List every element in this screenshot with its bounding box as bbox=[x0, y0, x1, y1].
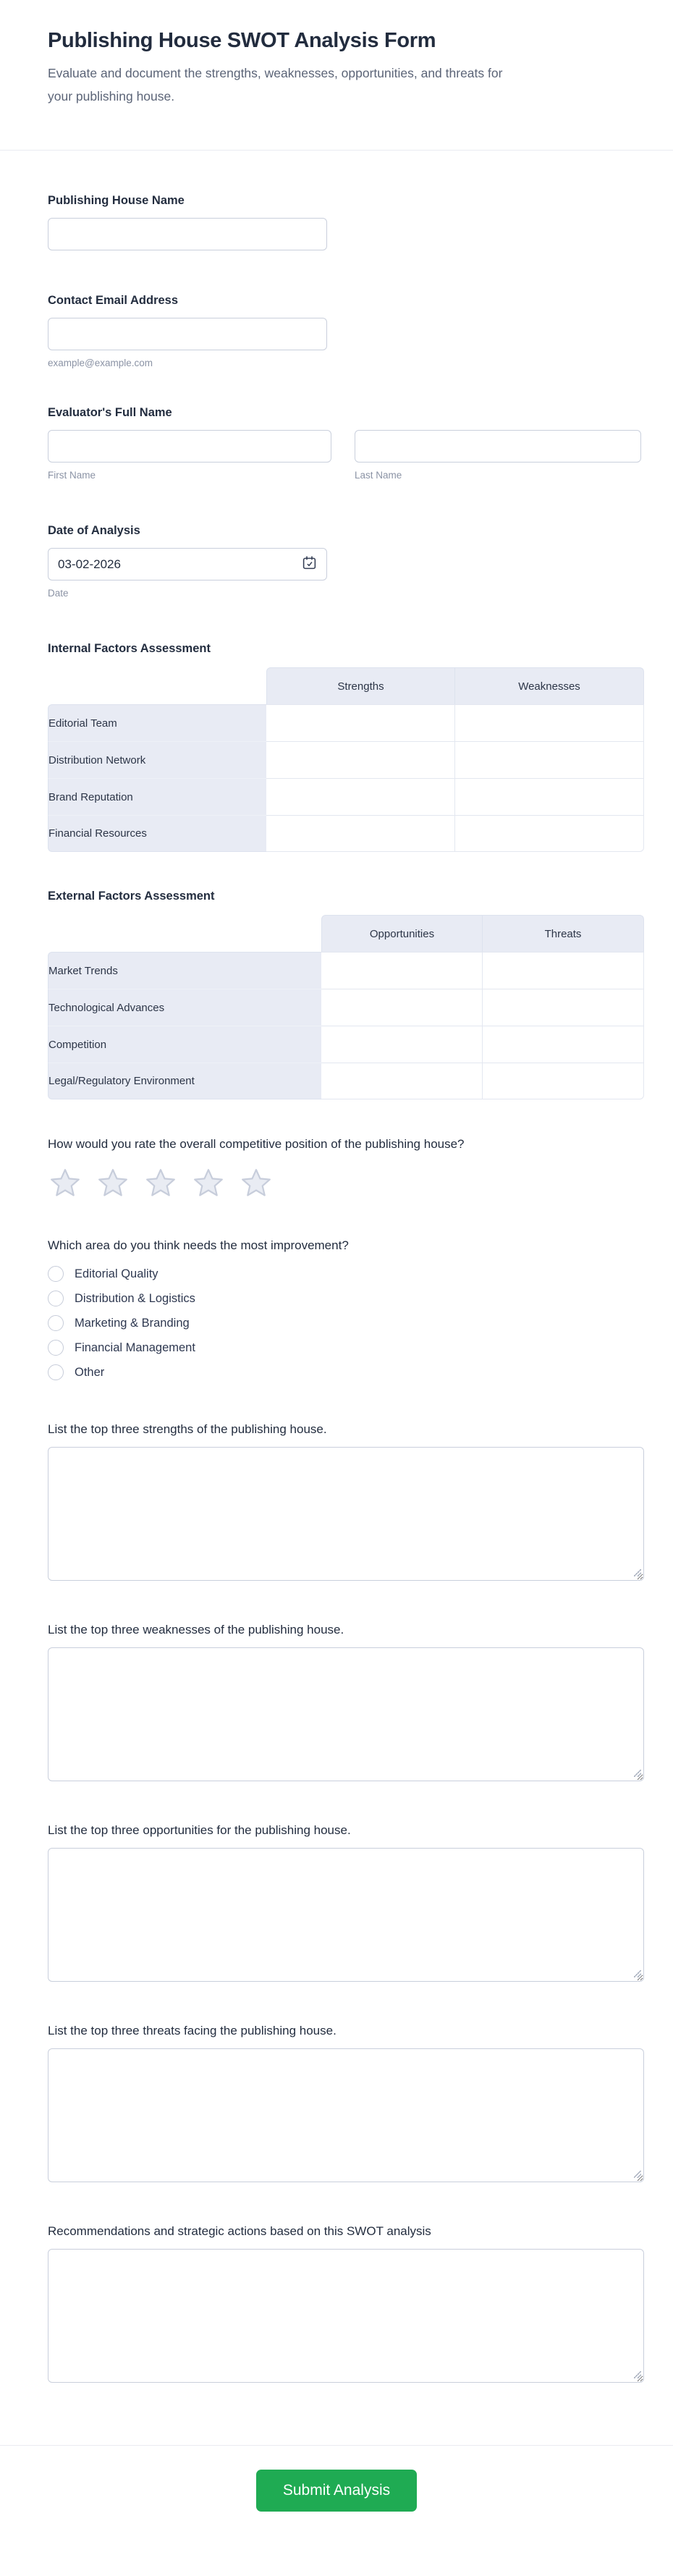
row-header: Legal/Regulatory Environment bbox=[48, 1063, 321, 1099]
rating-section bbox=[48, 1137, 644, 1201]
essay-opportunities-textarea[interactable] bbox=[48, 1848, 644, 1982]
external-factors-table bbox=[48, 915, 644, 1099]
header-divider bbox=[0, 150, 673, 151]
row-header: Market Trends bbox=[48, 952, 321, 989]
field-contact-email bbox=[48, 294, 644, 368]
publishing-house-name-label: Publishing House Name bbox=[48, 194, 185, 207]
radio-option-editorial-quality[interactable] bbox=[48, 1266, 644, 1282]
table-cell-input[interactable] bbox=[483, 1063, 644, 1099]
calendar-icon[interactable] bbox=[302, 555, 317, 574]
row-header: Brand Reputation bbox=[48, 778, 266, 815]
contact-email-label: Contact Email Address bbox=[48, 294, 179, 307]
date-value: 03-02-2026 bbox=[58, 557, 121, 571]
table-cell-input[interactable] bbox=[455, 741, 644, 778]
field-evaluator-name bbox=[48, 406, 644, 481]
improvement-options bbox=[48, 1266, 644, 1380]
internal-factors-title: Internal Factors Assessment bbox=[48, 642, 211, 655]
column-header-threats: Threats bbox=[483, 915, 644, 952]
radio-button-icon[interactable] bbox=[48, 1315, 64, 1331]
essay-recommendations bbox=[48, 2224, 644, 2383]
star-icon[interactable] bbox=[48, 1166, 82, 1201]
table-cell-input[interactable] bbox=[266, 704, 455, 741]
column-header-strengths: Strengths bbox=[266, 667, 455, 704]
essay-weaknesses bbox=[48, 1623, 644, 1781]
evaluator-name-label: Evaluator's Full Name bbox=[48, 406, 172, 419]
star-rating bbox=[48, 1166, 644, 1201]
table-cell-input[interactable] bbox=[266, 741, 455, 778]
table-cell-input[interactable] bbox=[321, 989, 483, 1026]
field-publishing-house-name bbox=[48, 194, 644, 250]
essay-threats-textarea[interactable] bbox=[48, 2048, 644, 2182]
essay-weaknesses-label: List the top three weaknesses of the publishing house. bbox=[48, 1623, 344, 1637]
essay-weaknesses-textarea[interactable] bbox=[48, 1647, 644, 1781]
radio-option-label: Other bbox=[75, 1365, 105, 1379]
essay-recommendations-label: Recommendations and strategic actions based on this SWOT analysis bbox=[48, 2224, 431, 2238]
radio-button-icon[interactable] bbox=[48, 1340, 64, 1356]
radio-option-label: Distribution & Logistics bbox=[75, 1291, 195, 1305]
essay-strengths bbox=[48, 1422, 644, 1581]
improvement-section bbox=[48, 1238, 644, 1380]
row-header: Financial Resources bbox=[48, 815, 266, 852]
last-name-input[interactable] bbox=[355, 430, 641, 463]
table-cell-input[interactable] bbox=[266, 778, 455, 815]
radio-option-financial-management[interactable] bbox=[48, 1340, 644, 1356]
table-cell-input[interactable] bbox=[321, 1026, 483, 1063]
contact-email-hint: example@example.com bbox=[48, 358, 153, 368]
improvement-question: Which area do you think needs the most improvement? bbox=[48, 1238, 349, 1252]
radio-option-marketing-branding[interactable] bbox=[48, 1315, 644, 1331]
field-date-of-analysis bbox=[48, 524, 644, 599]
column-header-opportunities: Opportunities bbox=[321, 915, 483, 952]
table-cell-input[interactable] bbox=[455, 704, 644, 741]
table-cell-input[interactable] bbox=[321, 952, 483, 989]
table-corner-cell bbox=[48, 667, 266, 704]
essay-recommendations-textarea[interactable] bbox=[48, 2249, 644, 2383]
star-icon[interactable] bbox=[143, 1166, 178, 1201]
radio-button-icon[interactable] bbox=[48, 1364, 64, 1380]
star-icon[interactable] bbox=[96, 1166, 130, 1201]
essay-opportunities bbox=[48, 1823, 644, 1982]
submit-button[interactable]: Submit Analysis bbox=[256, 2470, 417, 2512]
radio-option-label: Financial Management bbox=[75, 1340, 195, 1354]
footer bbox=[0, 2446, 673, 2548]
radio-button-icon[interactable] bbox=[48, 1266, 64, 1282]
publishing-house-name-input[interactable] bbox=[48, 218, 327, 250]
star-icon[interactable] bbox=[239, 1166, 274, 1201]
date-of-analysis-label: Date of Analysis bbox=[48, 524, 140, 537]
radio-option-label: Editorial Quality bbox=[75, 1267, 158, 1280]
essay-opportunities-label: List the top three opportunities for the publishing house. bbox=[48, 1823, 351, 1837]
radio-button-icon[interactable] bbox=[48, 1291, 64, 1306]
star-icon[interactable] bbox=[191, 1166, 226, 1201]
essay-strengths-textarea[interactable] bbox=[48, 1447, 644, 1581]
row-header: Technological Advances bbox=[48, 989, 321, 1026]
page-subtitle: Evaluate and document the strengths, weaknesses, opportunities, and threats for your publishing house. bbox=[48, 66, 503, 104]
row-header: Distribution Network bbox=[48, 741, 266, 778]
radio-option-distribution-logistics[interactable] bbox=[48, 1291, 644, 1306]
table-cell-input[interactable] bbox=[455, 778, 644, 815]
table-cell-input[interactable] bbox=[483, 989, 644, 1026]
table-cell-input[interactable] bbox=[483, 952, 644, 989]
first-name-sublabel: First Name bbox=[48, 470, 96, 481]
date-input[interactable] bbox=[48, 548, 327, 580]
internal-factors-table bbox=[48, 667, 644, 852]
column-header-weaknesses: Weaknesses bbox=[455, 667, 644, 704]
external-factors-section bbox=[48, 890, 644, 1099]
first-name-input[interactable] bbox=[48, 430, 331, 463]
essay-threats bbox=[48, 2024, 644, 2182]
external-factors-title: External Factors Assessment bbox=[48, 890, 215, 903]
radio-option-label: Marketing & Branding bbox=[75, 1316, 190, 1330]
rating-question: How would you rate the overall competitive position of the publishing house? bbox=[48, 1137, 465, 1151]
essay-strengths-label: List the top three strengths of the publishing house. bbox=[48, 1422, 327, 1436]
page-title: Publishing House SWOT Analysis Form bbox=[48, 29, 436, 52]
table-corner-cell bbox=[48, 915, 321, 952]
row-header: Editorial Team bbox=[48, 704, 266, 741]
table-cell-input[interactable] bbox=[483, 1026, 644, 1063]
date-sublabel: Date bbox=[48, 588, 69, 599]
essay-threats-label: List the top three threats facing the publishing house. bbox=[48, 2024, 336, 2037]
table-cell-input[interactable] bbox=[321, 1063, 483, 1099]
row-header: Competition bbox=[48, 1026, 321, 1063]
radio-option-other[interactable] bbox=[48, 1364, 644, 1380]
table-cell-input[interactable] bbox=[266, 815, 455, 852]
last-name-sublabel: Last Name bbox=[355, 470, 402, 481]
table-cell-input[interactable] bbox=[455, 815, 644, 852]
internal-factors-section bbox=[48, 642, 644, 852]
contact-email-input[interactable] bbox=[48, 318, 327, 350]
